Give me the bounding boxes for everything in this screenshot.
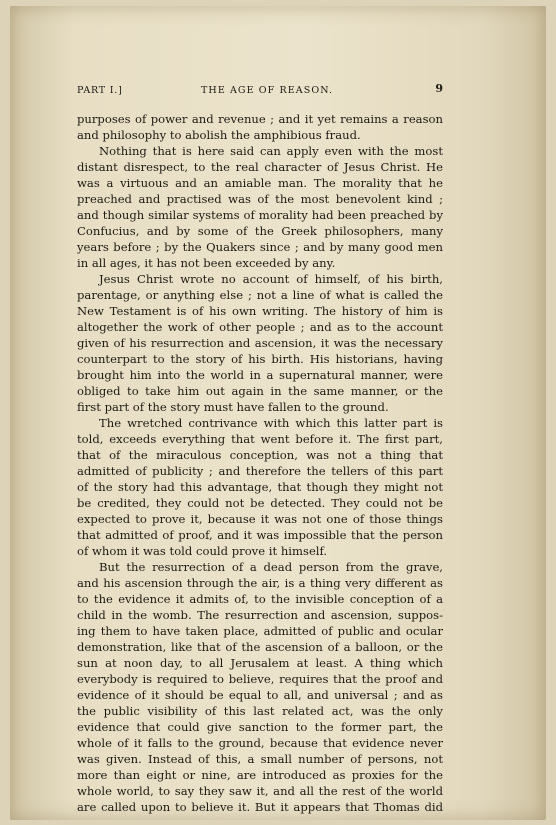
text-line: parentage, or anything else ; not a line of what is called the [77, 288, 443, 302]
text-line: given of his resurrection and ascension, it was the necessary [77, 336, 443, 350]
body-text [77, 111, 443, 815]
text-line: years before ; by the Quakers since ; and by many good men [77, 240, 443, 254]
text-line: and philosophy to abolish the amphibious fraud. [77, 128, 361, 142]
text-line: Jesus Christ wrote no account of himself, of his birth, [99, 272, 443, 286]
text-line: purposes of power and revenue ; and it yet remains a reason [77, 112, 443, 126]
text-line: and though similar systems of morality had been preached by [77, 208, 443, 222]
text-line: told, exceeds everything that went before it. The first part, [77, 432, 443, 446]
header-book-title: THE AGE OF REASON. [201, 85, 334, 96]
text-line: in all ages, it has not been exceeded by any. [77, 256, 336, 270]
header-part-label: PART I.] [77, 85, 123, 96]
text-line: distant disrespect, to the real character of Jesus Christ. He [77, 160, 443, 174]
text-line: admitted of publicity ; and therefore the tellers of this part [77, 464, 443, 478]
text-line: brought him into the world in a supernatural manner, were [77, 368, 443, 382]
text-line: Confucius, and by some of the Greek philosophers, many [77, 224, 443, 238]
text-line: whole of it falls to the ground, because that evidence never [77, 736, 443, 750]
text-line: and his ascension through the air, is a thing very different as [77, 576, 443, 590]
running-header [77, 82, 443, 100]
text-line: to the evidence it admits of, to the invisible conception of a [77, 592, 443, 606]
text-line: are called upon to believe it. But it appears that Thomas did [77, 800, 443, 814]
text-line: obliged to take him out again in the same manner, or the [77, 384, 443, 398]
text-line: of the story had this advantage, that though they might not [77, 480, 443, 494]
text-line: counterpart to the story of his birth. His historians, having [77, 352, 443, 366]
text-line: ing them to have taken place, admitted of public and ocular [77, 624, 443, 638]
text-line: child in the womb. The resurrection and ascension, suppos- [77, 608, 443, 622]
text-line: New Testament is of his own writing. The history of him is [77, 304, 443, 318]
text-line: expected to prove it, because it was not one of those things [77, 512, 443, 526]
text-line: everybody is required to believe, requires that the proof and [77, 672, 443, 686]
text-line: evidence of it should be equal to all, and universal ; and as [77, 688, 443, 702]
text-line: that of the miraculous conception, was not a thing that [77, 448, 443, 462]
text-line: whole world, to say they saw it, and all the rest of the world [77, 784, 443, 798]
text-line: altogether the work of other people ; and as to the account [77, 320, 443, 334]
text-line: evidence that could give sanction to the former part, the [77, 720, 443, 734]
text-line: But the resurrection of a dead person from the grave, [99, 560, 443, 574]
text-line: was given. Instead of this, a small number of persons, not [77, 752, 443, 766]
text-line: more than eight or nine, are introduced as proxies for the [77, 768, 443, 782]
text-line: of whom it was told could prove it himself. [77, 544, 328, 558]
text-line: that admitted of proof, and it was impossible that the person [77, 528, 443, 542]
text-line: Nothing that is here said can apply even with the most [99, 144, 443, 158]
text-line: sun at noon day, to all Jerusalem at least. A thing which [77, 656, 443, 670]
text-line: The wretched contrivance with which this latter part is [99, 416, 443, 430]
text-line: was a virtuous and an amiable man. The morality that he [77, 176, 443, 190]
text-line: preached and practised was of the most benevolent kind ; [77, 192, 443, 206]
text-line: first part of the story must have fallen to the ground. [77, 400, 389, 414]
text-line: the public visibility of this last related act, was the only [77, 704, 443, 718]
text-line: be credited, they could not be detected. They could not be [77, 496, 443, 510]
text-line: demonstration, like that of the ascension of a balloon, or the [77, 640, 443, 654]
page-number: 9 [435, 82, 443, 95]
